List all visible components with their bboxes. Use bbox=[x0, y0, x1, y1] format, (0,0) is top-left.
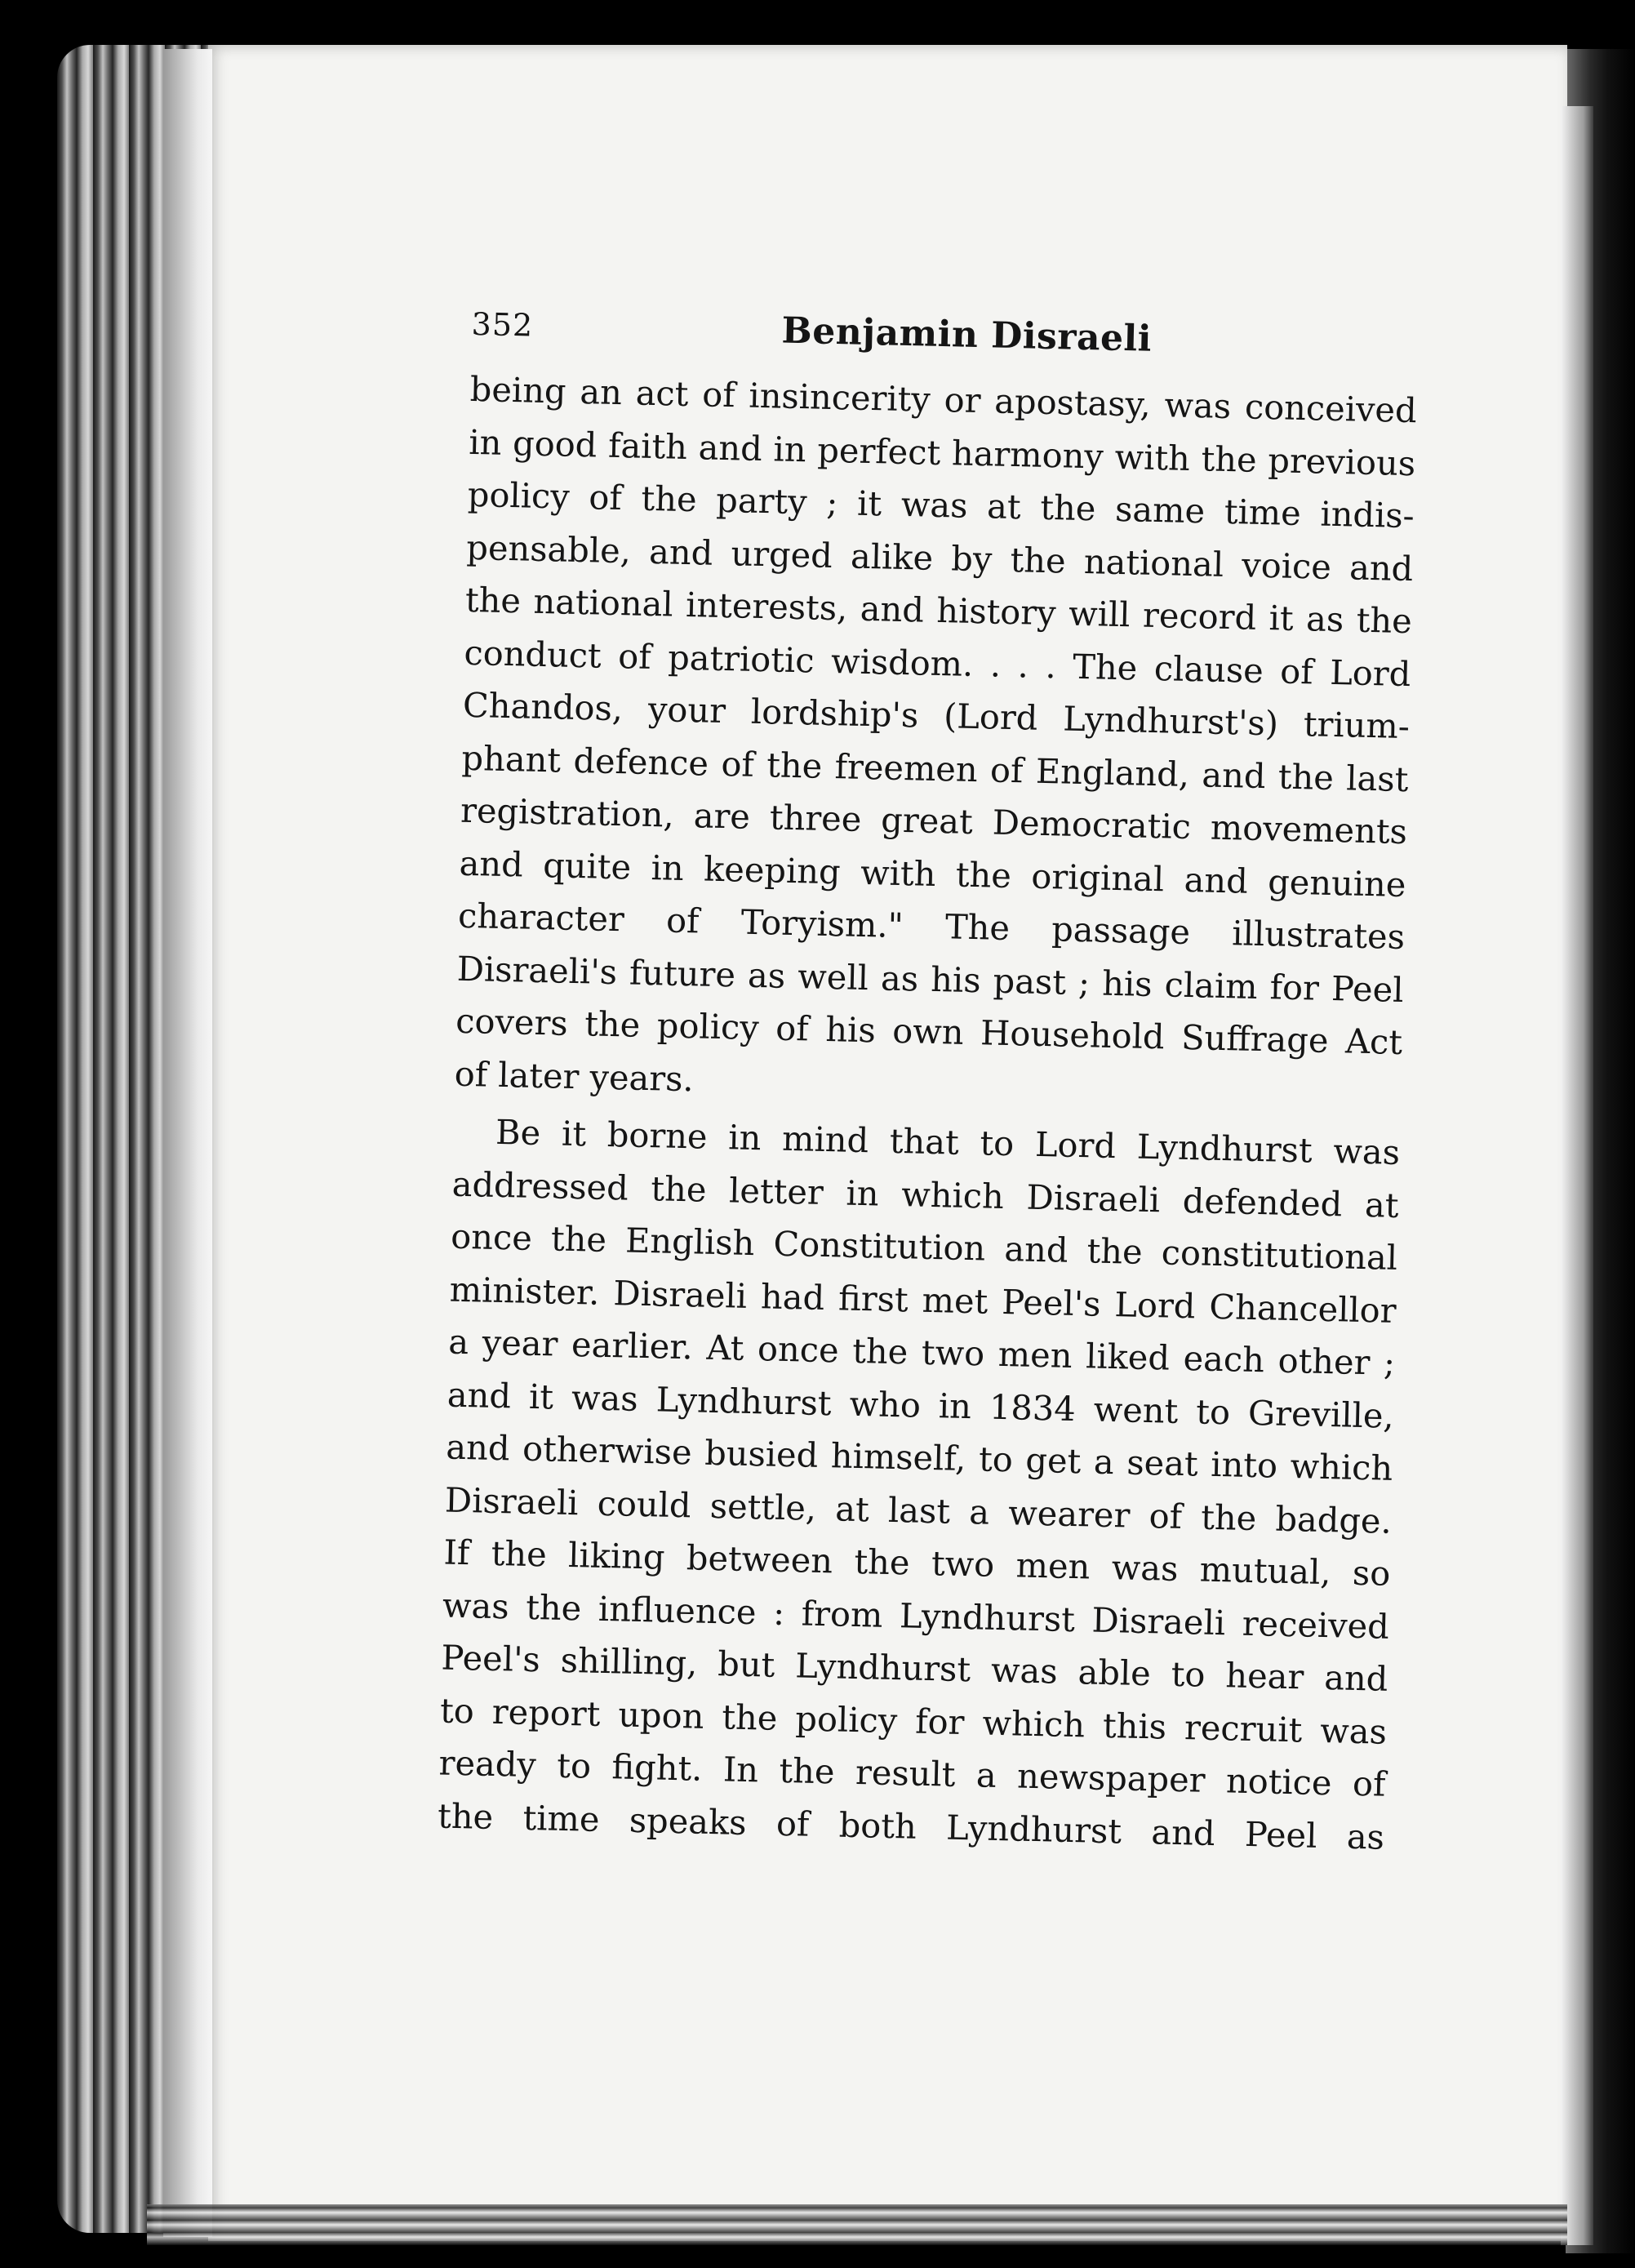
text-line: Disraeli could settle, at last a wearer of the badge. bbox=[444, 1479, 1393, 1541]
running-title: Benjamin Disraeli bbox=[781, 309, 1153, 360]
text-line: registration, are three great Democratic movements bbox=[460, 789, 1408, 852]
text-line: and quite in keeping with the original and genuine bbox=[459, 843, 1406, 905]
text-line: pensable, and urged alike by the national voice and bbox=[465, 527, 1414, 589]
page-sheet bbox=[208, 45, 1567, 2241]
text-line: and it was Lyndhurst who in 1834 went to Greville, bbox=[447, 1374, 1395, 1436]
text-line: policy of the party ; it was at the same time indis- bbox=[467, 474, 1415, 536]
text-line: being an act of insincerity or apostasy, was conceived bbox=[469, 368, 1418, 431]
text-line: and otherwise busied himself, to get a seat into which bbox=[445, 1426, 1393, 1488]
text-line: to report upon the policy for which this recruit was bbox=[439, 1689, 1388, 1752]
text-line: in good faith and in perfect harmony with the previous bbox=[468, 421, 1416, 483]
text-line: the time speaks of both Lyndhurst and Peel as bbox=[437, 1794, 1385, 1857]
text-line: phant defence of the freemen of England, and the last bbox=[461, 737, 1409, 799]
text-line: Peel's shilling, but Lyndhurst was able to hear and bbox=[441, 1637, 1388, 1699]
text-line: Chandos, your lordship's (Lord Lyndhurst's) trium- bbox=[462, 684, 1411, 747]
page-number: 352 bbox=[471, 305, 534, 344]
text-line: the national interests, and history will record it as the bbox=[464, 579, 1413, 642]
text-line: covers the policy of his own Household Suffrage Act bbox=[455, 1000, 1403, 1063]
text-line: If the liking between the two men was mutual, so bbox=[443, 1532, 1391, 1594]
paragraph-1 bbox=[454, 363, 1417, 1122]
text-line: minister. Disraeli had first met Peel's Lord Chancellor bbox=[449, 1269, 1397, 1331]
text-line: of later years. bbox=[454, 1053, 695, 1099]
text-line: ready to fight. In the result a newspaper notice of bbox=[438, 1742, 1386, 1804]
text-line: once the English Constitution and the constitutional bbox=[450, 1216, 1398, 1278]
text-block bbox=[437, 61, 1424, 1864]
text-line: addressed the letter in which Disraeli defended at bbox=[451, 1163, 1400, 1225]
text-line: was the influence : from Lyndhurst Disraeli received bbox=[442, 1585, 1390, 1647]
paragraph-2 bbox=[437, 1105, 1400, 1864]
right-page-curl bbox=[1561, 106, 1593, 2245]
text-line: conduct of patriotic wisdom. . . . The clause of Lord bbox=[464, 632, 1411, 694]
page-gutter-shading bbox=[163, 49, 212, 2237]
bottom-page-edges bbox=[147, 2204, 1567, 2245]
text-line: character of Toryism." The passage illustrates bbox=[457, 895, 1406, 958]
text-line: Disraeli's future as well as his past ; his claim for Peel bbox=[456, 948, 1405, 1010]
text-line: Be it borne in mind that to Lord Lyndhurst was bbox=[495, 1111, 1401, 1172]
text-line: a year earlier. At once the two men liked each other ; bbox=[447, 1321, 1396, 1383]
